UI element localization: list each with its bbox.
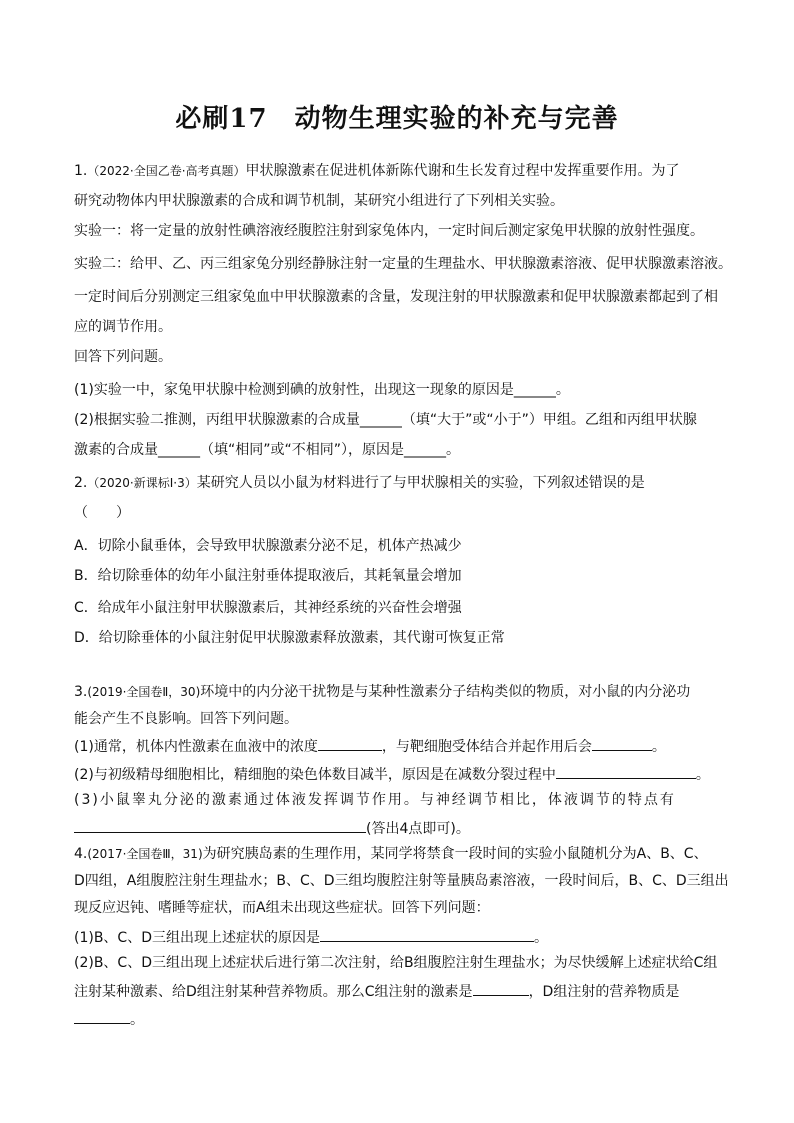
q1-experiment-1: 实验一：将一定量的放射性碘溶液经腹腔注射到家兔体内，一定时间后测定家兔甲状腺的放射性强度。 <box>74 223 704 239</box>
q2-number: 2. <box>74 475 88 491</box>
q1-experiment-2-line-3: 应的调节作用。 <box>74 319 172 335</box>
answer-blank[interactable] <box>556 764 696 779</box>
q1-source: （2022·全国乙卷·高考真题） <box>87 164 246 178</box>
q4-stem-line-2: D四组，A组腹腔注射生理盐水；B、C、D三组均腹腔注射等量胰岛素溶液，一段时间后，B、C、D三组出 <box>74 873 729 889</box>
q2-source: （2020·新课标Ⅰ·3） <box>87 476 197 490</box>
q2-stem-text: 某研究人员以小鼠为材料进行了与甲状腺相关的实验，下列叙述错误的是 <box>196 475 645 491</box>
q2-option-b: B．给切除垂体的幼年小鼠注射垂体提取液后，其耗氧量会增加 <box>74 568 462 584</box>
q4-number: 4. <box>74 846 88 862</box>
q4-stem-a: 为研究胰岛素的生理作用，某同学将禁食一段时间的实验小鼠随机分为A、B、C、 <box>202 846 708 862</box>
q3-sub1-text-c: 。 <box>651 739 666 755</box>
answer-blank[interactable] <box>318 736 382 751</box>
q2-option-a: A．切除小鼠垂体，会导致甲状腺激素分泌不足，机体产热减少 <box>74 538 462 554</box>
q2-stem <box>74 474 724 492</box>
answer-blank[interactable] <box>320 927 534 942</box>
q2-option-c: C．给成年小鼠注射甲状腺激素后，其神经系统的兴奋性会增强 <box>74 600 462 616</box>
q1-subquestion-2-line-1: (2)根据实验二推测，丙组甲状腺激素的合成量______（填“大于”或“小于”）甲组。乙组和丙组甲状腺 <box>74 412 697 428</box>
answer-blank[interactable] <box>592 736 652 751</box>
q1-stem-a: 甲状腺激素在促进机体新陈代谢和生长发育过程中发挥重要作用。为了 <box>245 163 680 179</box>
q1-prompt: 回答下列问题。 <box>74 349 172 365</box>
answer-blank[interactable] <box>74 1009 130 1024</box>
q4-stem-line-1 <box>74 845 724 863</box>
q4-sub2-text-b: 注射某种激素、给D组注射某种营养物质。那么C组注射的激素是 <box>74 984 473 1000</box>
q3-sub1-text-b: ，与靶细胞受体结合并起作用后会 <box>381 739 592 755</box>
q3-sub2-text-b: 。 <box>695 767 710 783</box>
q1-stem-line-2: 研究动物体内甲状腺激素的合成和调节机制，某研究小组进行了下列相关实验。 <box>74 193 564 209</box>
q3-stem-a: 环境中的内分泌干扰物是与某种性激素分子结构类似的物质，对小鼠的内分泌功 <box>200 684 691 700</box>
q1-experiment-2-line-1: 实验二：给甲、乙、丙三组家兔分别经静脉注射一定量的生理盐水、甲状腺激素溶液、促甲状腺激素溶液。 <box>74 256 732 272</box>
page-title: 必刷17 动物生理实验的补充与完善 <box>175 104 619 134</box>
q3-number: 3. <box>74 684 88 700</box>
q4-source: (2017·全国卷Ⅲ，31) <box>87 847 203 861</box>
q4-subquestion-1 <box>74 927 724 947</box>
q4-sub2-text-c: ，D组注射的营养物质是 <box>528 984 680 1000</box>
q4-sub1-text-a: (1)B、C、D三组出现上述症状的原因是 <box>74 930 320 946</box>
q3-source: (2019·全国卷Ⅱ，30) <box>87 685 201 699</box>
q3-subquestion-3-line-1: (3)小鼠睾丸分泌的激素通过体液发挥调节作用。与神经调节相比，体液调节的特点有 <box>74 792 676 808</box>
q3-subquestion-3-line-2 <box>74 818 724 838</box>
q4-stem-line-3: 现反应迟钝、嗜睡等症状，而A组未出现这些症状。回答下列问题： <box>74 900 490 916</box>
q3-sub3-text-b: (答出4点即可)。 <box>366 821 470 837</box>
q3-subquestion-2 <box>74 764 724 784</box>
q1-subquestion-2-line-2: 激素的合成量______（填“相同”或“不相同”），原因是______。 <box>74 442 461 458</box>
q3-stem-line-2: 能会产生不良影响。回答下列问题。 <box>74 711 298 727</box>
q2-option-d: D．给切除垂体的小鼠注射促甲状腺激素释放激素，其代谢可恢复正常 <box>74 630 505 646</box>
q4-sub2-text-d: 。 <box>130 1012 144 1028</box>
q2-answer-parentheses: （ ） <box>74 505 130 521</box>
answer-blank[interactable] <box>74 818 366 833</box>
q1-experiment-2-line-2: 一定时间后分别测定三组家兔血中甲状腺激素的含量，发现注射的甲状腺激素和促甲状腺激素都起到了相 <box>74 289 718 305</box>
q3-sub2-text-a: (2)与初级精母细胞相比，精细胞的染色体数目减半，原因是在减数分裂过程中 <box>74 767 556 783</box>
q3-stem-line-1 <box>74 683 724 701</box>
q4-subquestion-2-line-2 <box>74 981 724 1001</box>
q4-subquestion-2-line-1: (2)B、C、D三组出现上述症状后进行第二次注射，给B组腹腔注射生理盐水；为尽快缓解上述症状给C组 <box>74 955 718 971</box>
answer-blank[interactable] <box>473 981 529 996</box>
q4-subquestion-2-line-3 <box>74 1009 724 1029</box>
q1-stem-line-1 <box>74 162 724 180</box>
q3-sub1-text-a: (1)通常，机体内性激素在血液中的浓度 <box>74 739 318 755</box>
q4-sub1-text-b: 。 <box>534 930 548 946</box>
q1-number: 1. <box>74 163 88 179</box>
q3-subquestion-1 <box>74 736 724 756</box>
q1-subquestion-1: (1)实验一中，家兔甲状腺中检测到碘的放射性，出现这一现象的原因是______。 <box>74 382 570 398</box>
